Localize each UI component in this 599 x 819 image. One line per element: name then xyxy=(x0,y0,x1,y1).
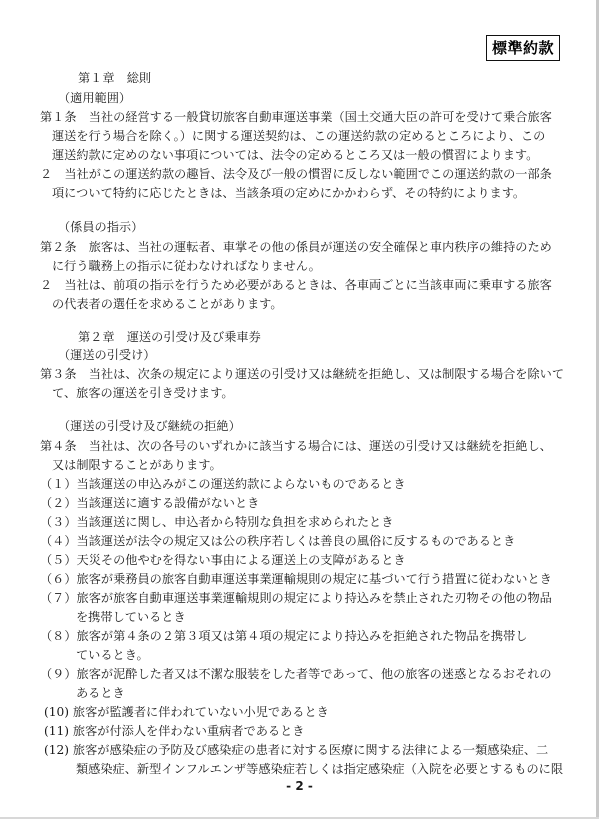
list-item: （５）天災その他やむを得ない事由による運送上の支障があるとき xyxy=(40,553,406,567)
chapter-heading: 第１章 総則 xyxy=(78,71,152,85)
list-item: (10) 旅客が監護者に伴われていない小児であるとき xyxy=(44,705,329,719)
standard-terms-stamp: 標準約款 xyxy=(486,35,560,61)
article-text: 運送約款に定めのない事項については、法令の定めるところ又は一般の慣習によります。 xyxy=(52,148,539,162)
list-item-continuation: 類感染症、新型インフルエンザ等感染症若しくは指定感染症（入院を必要とするものに限 xyxy=(76,762,564,776)
list-item: （７）旅客が旅客自動車運送事業運輸規則の規定により持込みを禁止された刃物その他の物品 xyxy=(40,591,552,605)
article-caption: （係員の指示） xyxy=(58,220,144,234)
list-item: （６）旅客が乗務員の旅客自動車運送事業運輸規則の規定に基づいて行う措置に従わないとき xyxy=(40,572,552,586)
article-text: 項について特約に応じたときは、当該条項の定めにかかわらず、その特約によります。 xyxy=(52,186,526,200)
article-caption: （運送の引受け及び継続の拒絶） xyxy=(58,419,241,433)
list-item: （２）当該運送に適する設備がないとき xyxy=(40,496,260,510)
page-number: - 2 - xyxy=(286,779,313,793)
article-text: 運送を行う場合を除く。）に関する運送契約は、この運送約款の定めるところにより、この xyxy=(52,129,546,143)
article-text: の代表者の選任を求めることがあります。 xyxy=(52,297,283,311)
list-item: （１）当該運送の申込みがこの運送約款によらないものであるとき xyxy=(40,477,406,491)
article-text: 第４条 当社は、次の各号のいずれかに該当する場合には、運送の引受け又は継続を拒絶し、 xyxy=(40,439,552,453)
list-item-continuation: ているとき。 xyxy=(76,648,149,662)
list-item: （８）旅客が第４条の２第３項又は第４項の規定により持込みを拒絶された物品を携帯し xyxy=(40,629,528,643)
list-item-continuation: あるとき xyxy=(76,686,125,700)
list-item: (11) 旅客が付添人を伴わない重病者であるとき xyxy=(44,724,305,738)
article-text: て、旅客の運送を引き受けます。 xyxy=(52,386,234,400)
chapter-heading: 第２章 運送の引受け及び乗車券 xyxy=(78,330,261,344)
article-text: ２ 当社がこの運送約款の趣旨、法令及び一般の慣習に反しない範囲でこの運送約款の一部条 xyxy=(40,167,552,181)
list-item: （３）当該運送に関し、申込者から特別な負担を求められたとき xyxy=(40,515,394,529)
list-item: （９）旅客が泥酔した者又は不潔な服装をした者等であって、他の旅客の迷惑となるおそれの xyxy=(40,667,552,681)
article-text: に行う職務上の指示に従わなければなりません。 xyxy=(52,259,321,273)
article-text: 第１条 当社の経営する一般貸切旅客自動車運送事業（国土交通大臣の許可を受けて乗合旅客 xyxy=(40,110,552,124)
article-text: ２ 当社は、前項の指示を行うため必要があるときは、各車両ごとに当該車両に乗車する旅客 xyxy=(40,278,552,292)
article-text: 第２条 旅客は、当社の運転者、車掌その他の係員が運送の安全確保と車内秩序の維持のため xyxy=(40,240,552,254)
article-caption: （運送の引受け） xyxy=(58,348,156,362)
article-text: 第３条 当社は、次条の規定により運送の引受け又は継続を拒絶し、又は制限する場合を除いて xyxy=(40,367,565,381)
list-item: (12) 旅客が感染症の予防及び感染症の患者に対する医療に関する法律による一類感染症、二 xyxy=(44,743,549,757)
list-item-continuation: を携帯しているとき xyxy=(76,610,186,624)
article-text: 又は制限することがあります。 xyxy=(52,458,222,472)
article-caption: （適用範囲） xyxy=(58,91,132,105)
list-item: （４）当該運送が法令の規定又は公の秩序若しくは善良の風俗に反するものであるとき xyxy=(40,534,516,548)
